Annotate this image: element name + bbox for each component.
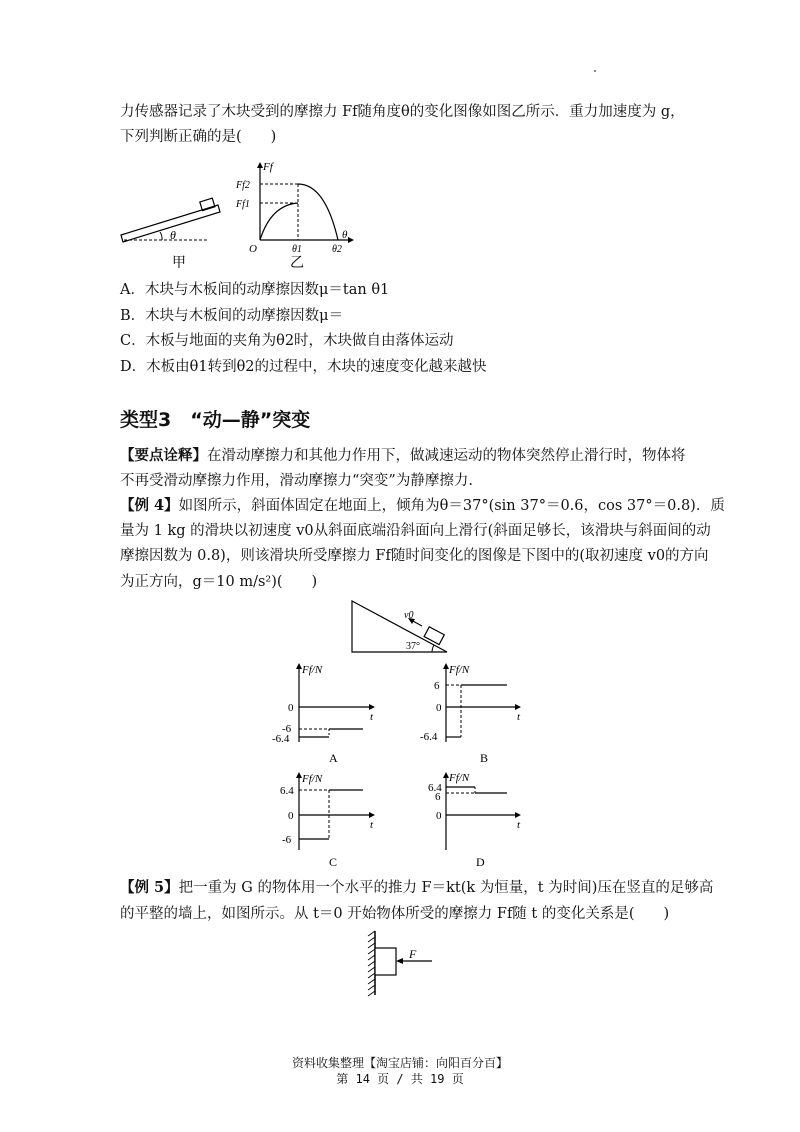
example4-line-1 <box>120 496 725 516</box>
incline-angle-label: θ <box>170 228 176 242</box>
graph-b-label: B <box>480 751 489 765</box>
figure-incline-graph <box>118 158 368 270</box>
example4-line-2: 量为 1 kg 的滑块以初速度 v0从斜面底端沿斜面向上滑行(斜面足够长，该滑块与斜面间的动 <box>120 523 711 539</box>
example4-text-1: 如图所示，斜面体固定在地面上，倾角为θ＝37°(sin 37°＝0.6，cos 37°＝0.8)．质 <box>178 498 725 514</box>
caption-jia: 甲 <box>172 256 186 271</box>
example4-line-4: 为正方向，g＝10 m/s²)( ) <box>120 574 318 590</box>
footer-page-number: 第 14 页 / 共 19 页 <box>336 1072 464 1086</box>
figure-wall-block <box>362 928 442 998</box>
key-point-label: 【要点诠释】 <box>120 447 207 464</box>
graph-b-ylabel: Ff/N <box>449 664 470 676</box>
graph-d-ylabel: Ff/N <box>449 772 470 784</box>
tick-theta2: θ2 <box>332 244 342 255</box>
friction-graph <box>235 161 354 255</box>
axis-y-label: Ff <box>263 161 273 173</box>
graph-a-tick-2: -6.4 <box>272 733 290 745</box>
graph-b <box>420 660 530 768</box>
option-c: C．木板与地面的夹角为θ2时，木块做自由落体运动 <box>120 333 454 349</box>
graph-a-tick-0: 0 <box>288 702 294 714</box>
key-point-line-1 <box>120 446 686 466</box>
graph-b-tick-2: -6.4 <box>420 731 438 743</box>
angle-37-label: 37° <box>406 641 420 652</box>
option-b: B．木块与木板间的动摩擦因数μ＝ <box>120 308 344 324</box>
example5-text-1: 把一重为 G 的物体用一个水平的推力 F＝kt(k 为恒量，t 为时间)压在竖直的足够高 <box>178 880 714 896</box>
graph-d-tick-0: 6.4 <box>428 782 442 794</box>
graph-d-tick-1: 6 <box>435 791 441 803</box>
tick-ff1: Ff1 <box>236 199 250 210</box>
section-heading: 类型3 “动—静”突变 <box>120 409 311 431</box>
graph-a <box>270 660 380 768</box>
graph-c-label: C <box>329 855 338 869</box>
intro-line-2: 下列判断正确的是( ) <box>120 129 277 145</box>
key-point-line-2: 不再受滑动摩擦力作用，滑动摩擦力“突变”为静摩擦力. <box>120 473 473 489</box>
speck <box>594 70 596 72</box>
tick-ff2: Ff2 <box>236 180 250 191</box>
graph-b-tick-1: 0 <box>436 702 442 714</box>
graph-d <box>420 768 530 873</box>
force-label: F <box>409 947 417 961</box>
origin-label: O <box>249 243 257 255</box>
intro-line-1: 力传感器记录了木块受到的摩擦力 Ff随角度θ的变化图像如图乙所示．重力加速度为 g， <box>120 104 685 120</box>
option-a: A．木块与木板间的动摩擦因数μ＝tan θ1 <box>120 282 390 298</box>
graph-a-ylabel: Ff/N <box>302 664 323 676</box>
graph-c-tick-1: 0 <box>288 810 294 822</box>
key-point-text-1: 在滑动摩擦力和其他力作用下，做减速运动的物体突然停止滑行时，物体将 <box>207 448 686 464</box>
axis-x-label: θ <box>342 229 348 241</box>
example4-label: 【例 4】 <box>120 497 179 514</box>
option-d: D．木板由θ1转到θ2的过程中，木块的速度变化越来越快 <box>120 359 487 375</box>
velocity-label: v0 <box>404 610 414 621</box>
example5-line-1 <box>120 878 713 898</box>
graph-b-xlabel: t <box>517 711 521 723</box>
caption-yi: 乙 <box>290 256 304 271</box>
example4-line-3: 摩擦因数为 0.8)，则该滑块所受摩擦力 Ff随时间变化的图像是下图中的(取初速度 v0的方向 <box>120 548 709 564</box>
graph-c-tick-0: 6.4 <box>280 785 294 797</box>
graph-c-xlabel: t <box>370 819 374 831</box>
figure-incline-37 <box>350 598 455 656</box>
graph-c <box>270 768 380 873</box>
graph-c-ylabel: Ff/N <box>302 773 323 785</box>
graph-c-tick-2: -6 <box>282 834 292 846</box>
graph-d-label: D <box>476 855 485 869</box>
tick-theta1: θ1 <box>292 244 302 255</box>
graph-a-xlabel: t <box>370 711 374 723</box>
graph-d-tick-2: 0 <box>436 810 442 822</box>
graph-a-tick-1: -6 <box>282 723 292 735</box>
footer-source: 资料收集整理【淘宝店铺：向阳百分百】 <box>291 1056 508 1070</box>
graph-d-xlabel: t <box>517 819 521 831</box>
graph-b-tick-0: 6 <box>434 680 440 692</box>
example5-line-2: 的平整的墙上，如图所示。从 t＝0 开始物体所受的摩擦力 Ff随 t 的变化关系是( ) <box>120 906 670 922</box>
incline-diagram <box>121 198 220 242</box>
graph-a-label: A <box>329 751 338 765</box>
example5-label: 【例 5】 <box>120 879 179 896</box>
